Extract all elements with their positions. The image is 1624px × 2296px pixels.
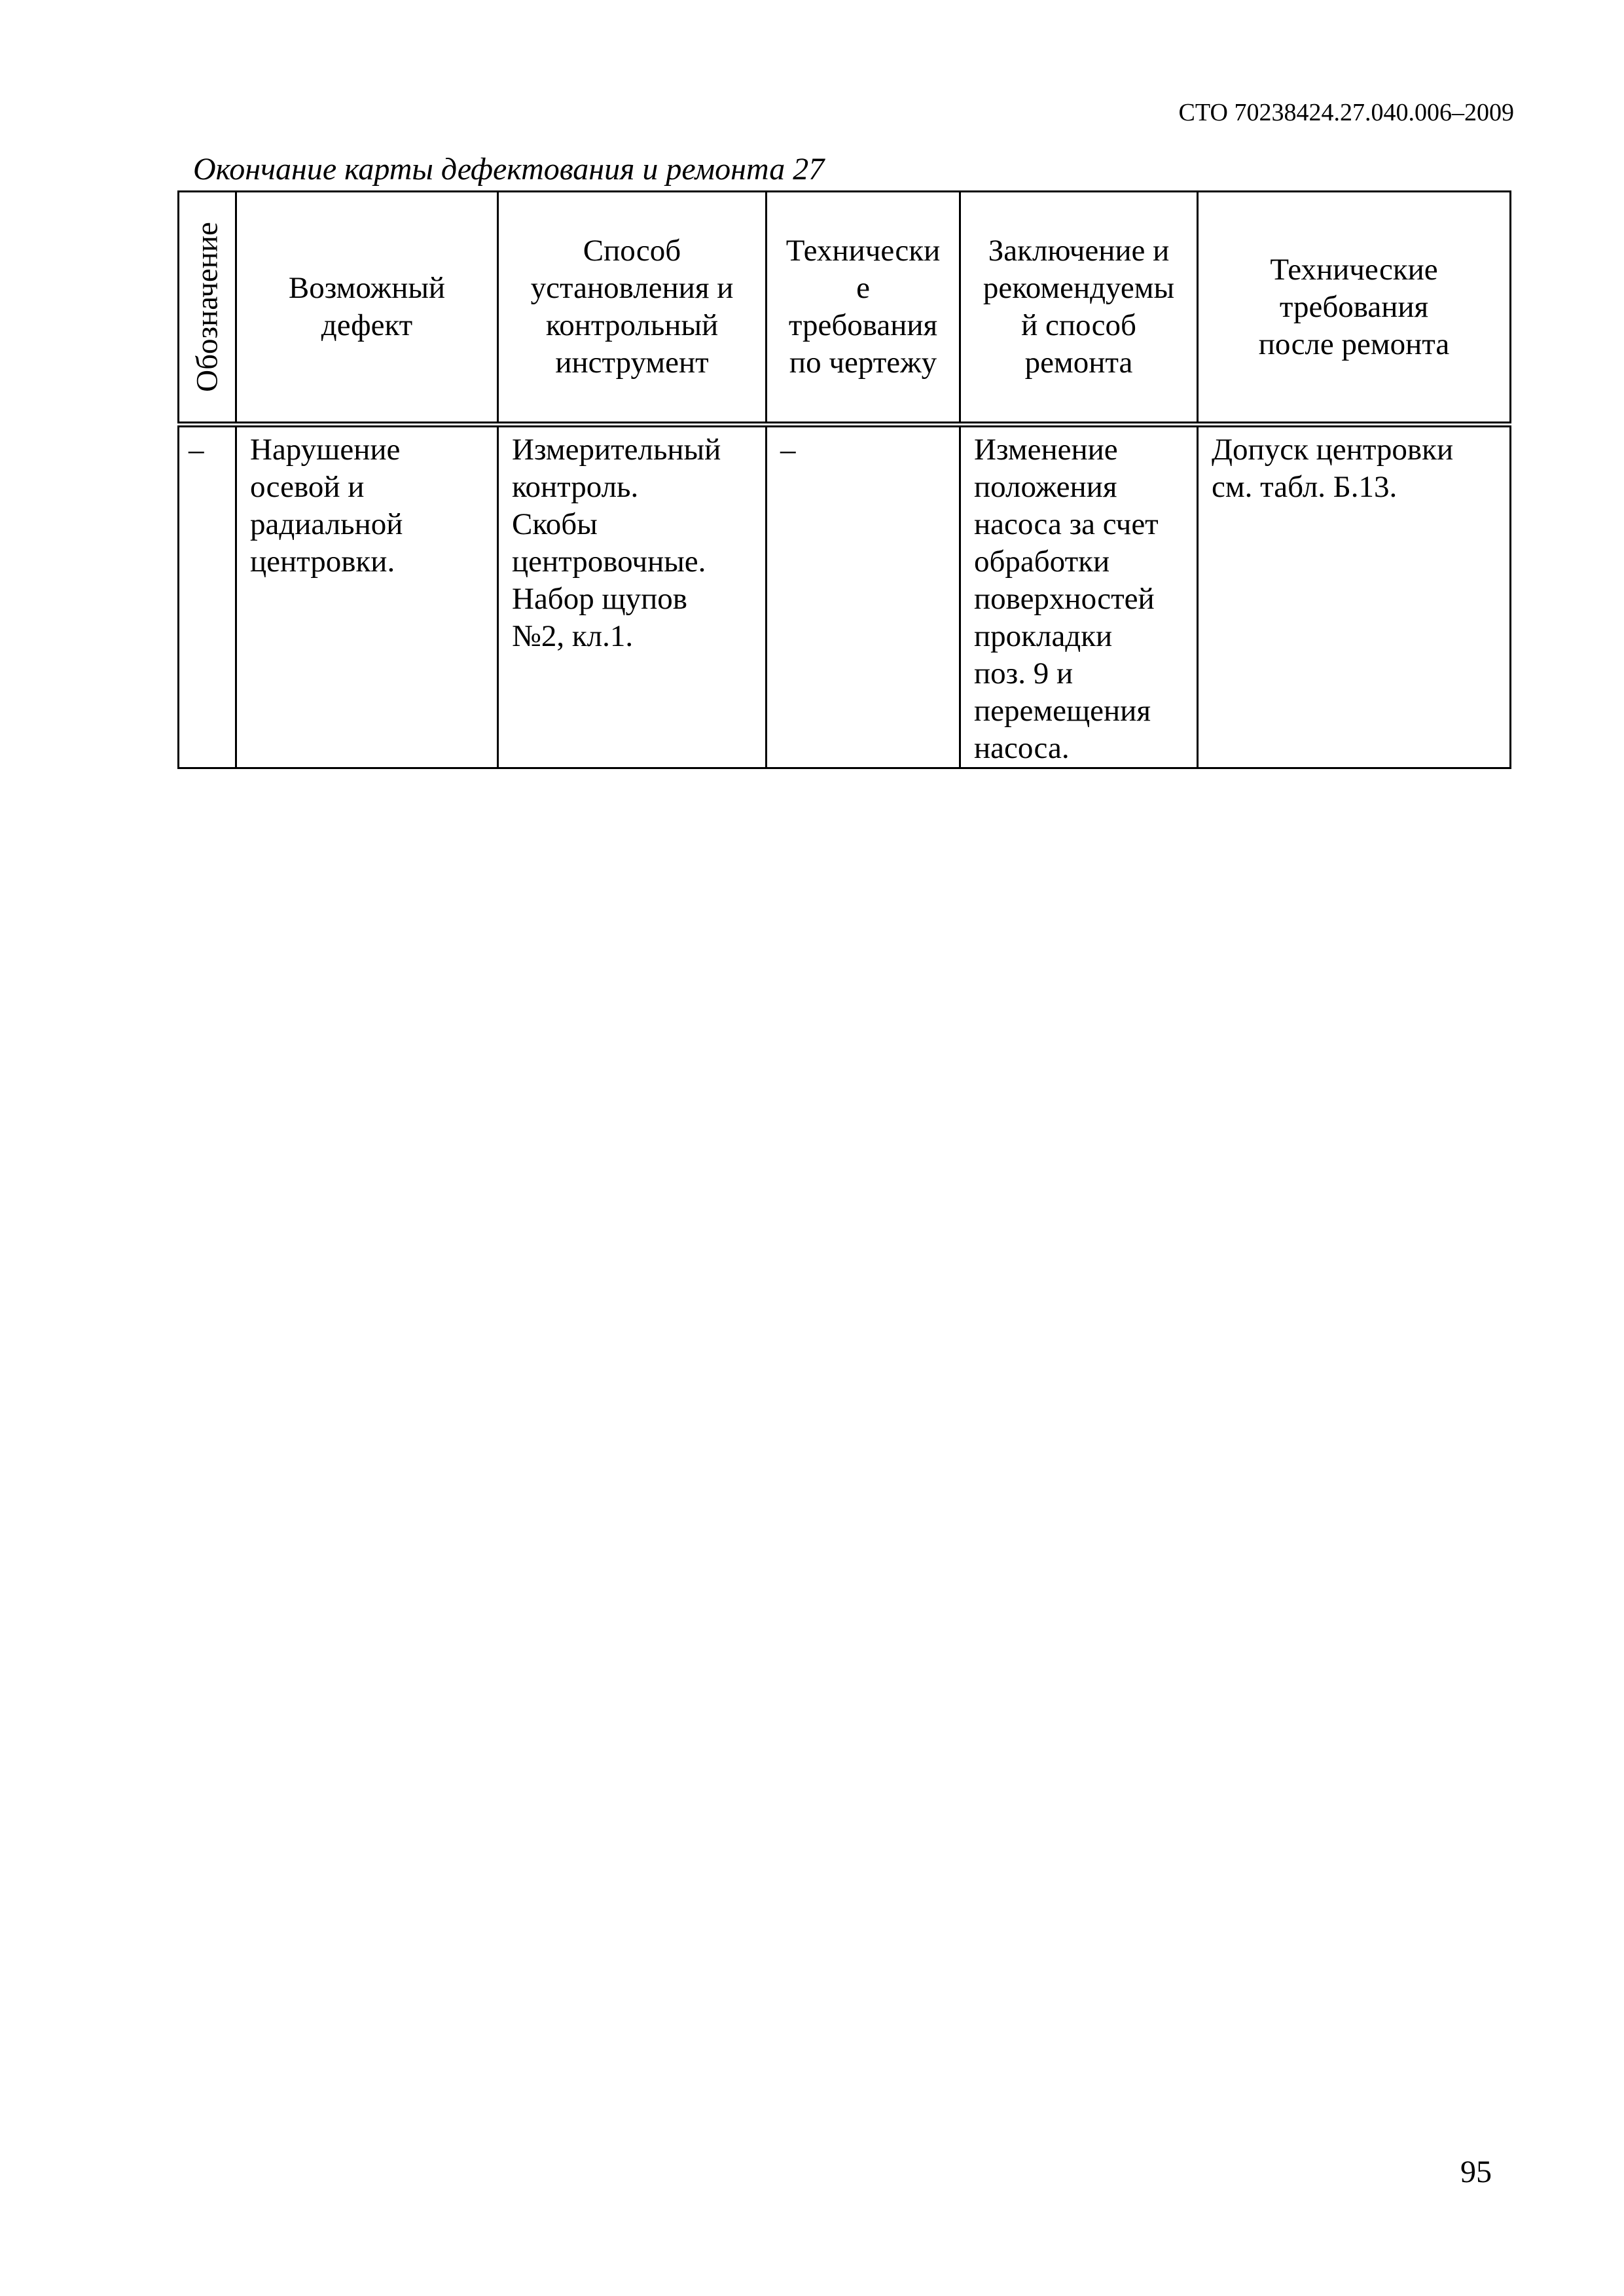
document-code: СТО 70238424.27.040.006–2009 [1178,99,1514,126]
page-number: 95 [1460,2155,1492,2189]
header-tech-req-drawing: Технически е требования по чертежу [767,192,960,425]
header-defect: Возможный дефект [236,192,498,425]
header-tech-req-after: Технические требования после ремонта [1198,192,1511,425]
cell-tech-req-drawing: – [767,425,960,768]
header-conclusion: Заключение и рекомендуемы й способ ремонта [960,192,1198,425]
table-body [179,425,1511,768]
defect-repair-table [177,190,1511,769]
cell-tech-req-after: Допуск центровки см. табл. Б.13. [1198,425,1511,768]
table-header [179,192,1511,425]
cell-conclusion: Изменение положения насоса за счет обработки поверхностей прокладки поз. 9 и перемещения насоса. [960,425,1198,768]
cell-designation: – [179,425,236,768]
header-designation [179,192,236,425]
header-row [179,192,1511,425]
table-row [179,425,1511,768]
cell-method: Измерительный контроль. Скобы центровочные. Набор щупов №2, кл.1. [498,425,767,768]
header-method: Способ установления и контрольный инструмент [498,192,767,425]
cell-defect: Нарушение осевой и радиальной центровки. [236,425,498,768]
header-designation-label: Обозначение [190,222,224,392]
table-caption: Окончание карты дефектования и ремонта 27 [193,152,825,187]
